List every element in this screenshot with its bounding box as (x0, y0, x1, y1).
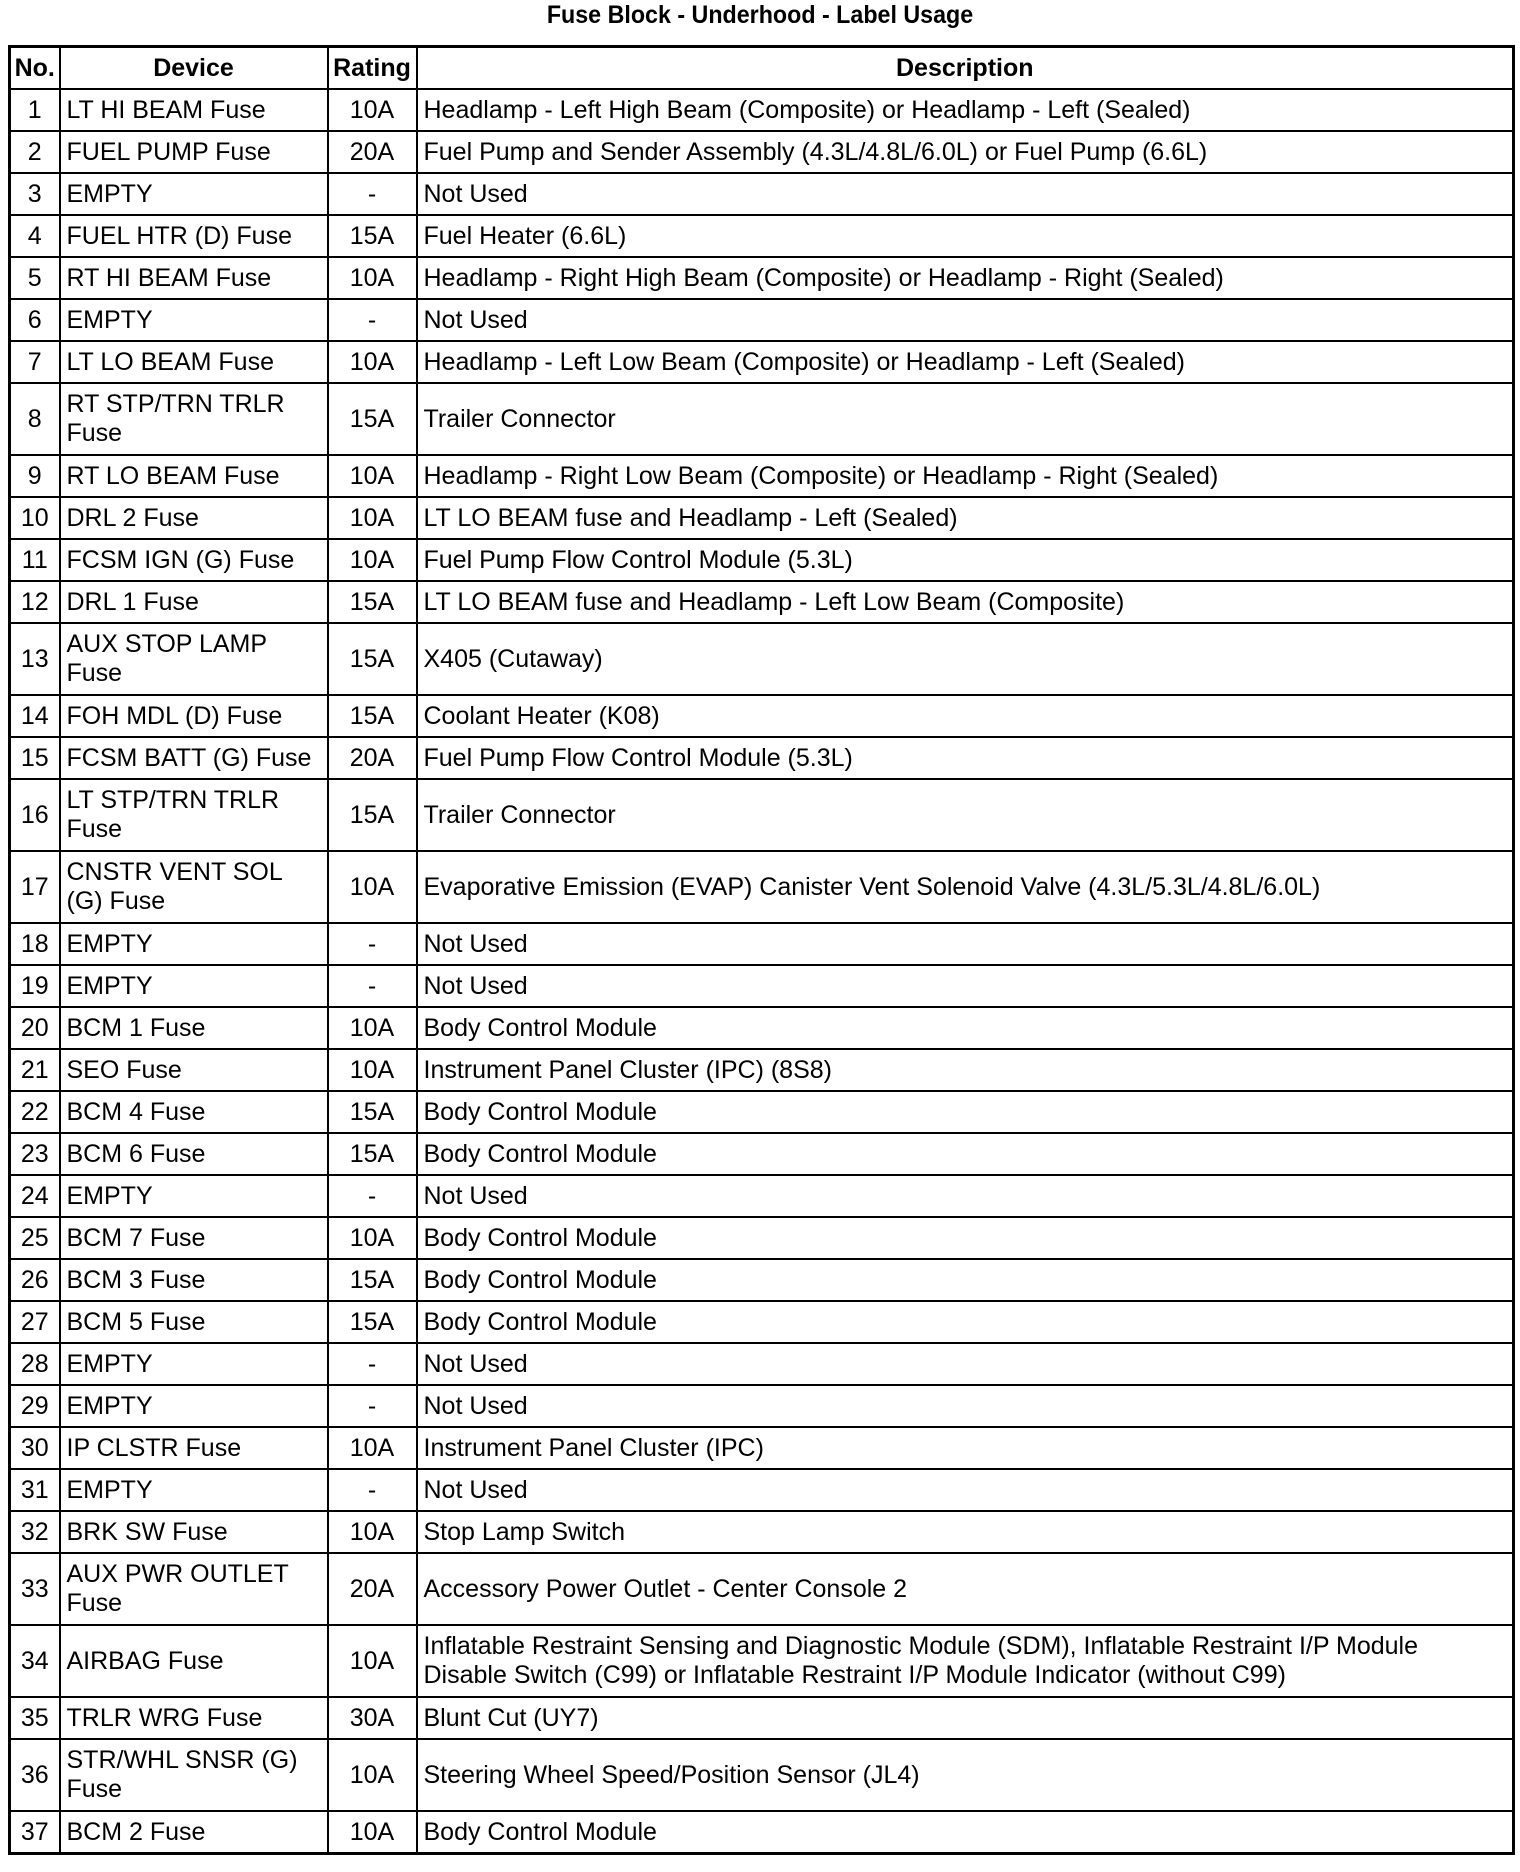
fuse-rating: 10A (328, 1811, 417, 1854)
fuse-table-body (10, 89, 1514, 1854)
fuse-description: Body Control Module (417, 1259, 1514, 1301)
fuse-rating: 10A (328, 497, 417, 539)
fuse-device: EMPTY (60, 923, 328, 965)
fuse-description: Not Used (417, 1385, 1514, 1427)
table-row (10, 299, 1514, 341)
fuse-rating: 15A (328, 581, 417, 623)
fuse-device: SEO Fuse (60, 1049, 328, 1091)
fuse-device: AUX PWR OUTLET Fuse (60, 1553, 328, 1625)
header-description: Description (417, 47, 1514, 90)
fuse-number: 37 (10, 1811, 60, 1854)
header-rating: Rating (328, 47, 417, 90)
fuse-description: LT LO BEAM fuse and Headlamp - Left (Sealed) (417, 497, 1514, 539)
fuse-rating: 30A (328, 1697, 417, 1739)
fuse-device: IP CLSTR Fuse (60, 1427, 328, 1469)
fuse-rating: 10A (328, 1625, 417, 1697)
fuse-number: 2 (10, 131, 60, 173)
table-row (10, 923, 1514, 965)
table-row (10, 1175, 1514, 1217)
table-row (10, 851, 1514, 923)
fuse-rating: 15A (328, 383, 417, 455)
fuse-rating: - (328, 923, 417, 965)
header-device: Device (60, 47, 328, 90)
fuse-rating: 15A (328, 1133, 417, 1175)
fuse-device: EMPTY (60, 1385, 328, 1427)
fuse-device: AUX STOP LAMP Fuse (60, 623, 328, 695)
fuse-number: 16 (10, 779, 60, 851)
fuse-number: 32 (10, 1511, 60, 1553)
fuse-description: Body Control Module (417, 1091, 1514, 1133)
fuse-rating: 10A (328, 1427, 417, 1469)
fuse-number: 24 (10, 1175, 60, 1217)
table-row (10, 341, 1514, 383)
fuse-device: DRL 2 Fuse (60, 497, 328, 539)
fuse-rating: 15A (328, 695, 417, 737)
fuse-description: Accessory Power Outlet - Center Console 2 (417, 1553, 1514, 1625)
table-row (10, 215, 1514, 257)
fuse-rating: 15A (328, 623, 417, 695)
fuse-number: 22 (10, 1091, 60, 1133)
fuse-number: 36 (10, 1739, 60, 1811)
fuse-device: EMPTY (60, 173, 328, 215)
fuse-device: BRK SW Fuse (60, 1511, 328, 1553)
fuse-rating: - (328, 1469, 417, 1511)
fuse-number: 4 (10, 215, 60, 257)
table-row (10, 1259, 1514, 1301)
table-row (10, 737, 1514, 779)
fuse-number: 12 (10, 581, 60, 623)
fuse-rating: 15A (328, 1259, 417, 1301)
fuse-description: Not Used (417, 1175, 1514, 1217)
fuse-device: BCM 7 Fuse (60, 1217, 328, 1259)
fuse-description: Not Used (417, 173, 1514, 215)
table-row (10, 497, 1514, 539)
fuse-rating: 10A (328, 1739, 417, 1811)
fuse-device: DRL 1 Fuse (60, 581, 328, 623)
table-row (10, 1007, 1514, 1049)
fuse-description: Inflatable Restraint Sensing and Diagnostic Module (SDM), Inflatable Restraint I/P Module Disable Switch (C99) or Inflatable Restraint I/P Module Indicator (without C99) (417, 1625, 1514, 1697)
fuse-device: EMPTY (60, 1469, 328, 1511)
fuse-description: Headlamp - Left Low Beam (Composite) or Headlamp - Left (Sealed) (417, 341, 1514, 383)
fuse-device: BCM 3 Fuse (60, 1259, 328, 1301)
fuse-number: 15 (10, 737, 60, 779)
fuse-number: 1 (10, 89, 60, 131)
fuse-device: AIRBAG Fuse (60, 1625, 328, 1697)
fuse-device: BCM 2 Fuse (60, 1811, 328, 1854)
fuse-device: STR/WHL SNSR (G) Fuse (60, 1739, 328, 1811)
table-row (10, 455, 1514, 497)
fuse-rating: - (328, 299, 417, 341)
fuse-number: 6 (10, 299, 60, 341)
table-row (10, 539, 1514, 581)
table-row (10, 965, 1514, 1007)
fuse-rating: - (328, 1175, 417, 1217)
fuse-device: FOH MDL (D) Fuse (60, 695, 328, 737)
table-row (10, 1553, 1514, 1625)
fuse-rating: 15A (328, 1091, 417, 1133)
fuse-number: 13 (10, 623, 60, 695)
fuse-description: Instrument Panel Cluster (IPC) (8S8) (417, 1049, 1514, 1091)
fuse-description: Stop Lamp Switch (417, 1511, 1514, 1553)
table-row (10, 1049, 1514, 1091)
fuse-description: Not Used (417, 1469, 1514, 1511)
table-row (10, 695, 1514, 737)
fuse-table (8, 45, 1515, 1855)
fuse-device: FCSM IGN (G) Fuse (60, 539, 328, 581)
fuse-rating: 10A (328, 89, 417, 131)
fuse-description: Body Control Module (417, 1007, 1514, 1049)
table-row (10, 1811, 1514, 1854)
fuse-device: TRLR WRG Fuse (60, 1697, 328, 1739)
fuse-description: Fuel Pump and Sender Assembly (4.3L/4.8L/6.0L) or Fuel Pump (6.6L) (417, 131, 1514, 173)
fuse-number: 8 (10, 383, 60, 455)
table-row (10, 257, 1514, 299)
fuse-number: 7 (10, 341, 60, 383)
table-row (10, 89, 1514, 131)
fuse-device: EMPTY (60, 1343, 328, 1385)
fuse-device: RT STP/TRN TRLR Fuse (60, 383, 328, 455)
table-row (10, 1343, 1514, 1385)
table-row (10, 1091, 1514, 1133)
table-row (10, 1133, 1514, 1175)
page-title: Fuse Block - Underhood - Label Usage (546, 1, 974, 29)
fuse-device: FUEL HTR (D) Fuse (60, 215, 328, 257)
fuse-number: 3 (10, 173, 60, 215)
fuse-description: Trailer Connector (417, 779, 1514, 851)
table-row (10, 779, 1514, 851)
fuse-device: FCSM BATT (G) Fuse (60, 737, 328, 779)
fuse-description: Not Used (417, 1343, 1514, 1385)
fuse-device: LT STP/TRN TRLR Fuse (60, 779, 328, 851)
table-row (10, 1697, 1514, 1739)
fuse-description: Fuel Pump Flow Control Module (5.3L) (417, 737, 1514, 779)
fuse-device: RT LO BEAM Fuse (60, 455, 328, 497)
fuse-number: 14 (10, 695, 60, 737)
fuse-description: Headlamp - Right Low Beam (Composite) or Headlamp - Right (Sealed) (417, 455, 1514, 497)
fuse-rating: 15A (328, 779, 417, 851)
fuse-description: Body Control Module (417, 1217, 1514, 1259)
header-row (10, 47, 1514, 90)
fuse-number: 29 (10, 1385, 60, 1427)
fuse-rating: 20A (328, 131, 417, 173)
fuse-description: Fuel Heater (6.6L) (417, 215, 1514, 257)
fuse-description: Evaporative Emission (EVAP) Canister Vent Solenoid Valve (4.3L/5.3L/4.8L/6.0L) (417, 851, 1514, 923)
fuse-number: 10 (10, 497, 60, 539)
fuse-device: LT LO BEAM Fuse (60, 341, 328, 383)
fuse-rating: 10A (328, 851, 417, 923)
fuse-rating: 15A (328, 1301, 417, 1343)
fuse-device: BCM 6 Fuse (60, 1133, 328, 1175)
fuse-rating: - (328, 173, 417, 215)
table-row (10, 581, 1514, 623)
fuse-number: 19 (10, 965, 60, 1007)
fuse-number: 23 (10, 1133, 60, 1175)
table-row (10, 1625, 1514, 1697)
fuse-number: 5 (10, 257, 60, 299)
fuse-rating: 20A (328, 737, 417, 779)
header-no: No. (10, 47, 60, 90)
fuse-rating: 15A (328, 215, 417, 257)
fuse-number: 26 (10, 1259, 60, 1301)
fuse-description: LT LO BEAM fuse and Headlamp - Left Low Beam (Composite) (417, 581, 1514, 623)
table-row (10, 623, 1514, 695)
fuse-description: Not Used (417, 923, 1514, 965)
fuse-description: Headlamp - Right High Beam (Composite) or Headlamp - Right (Sealed) (417, 257, 1514, 299)
fuse-description: Coolant Heater (K08) (417, 695, 1514, 737)
table-row (10, 1301, 1514, 1343)
fuse-description: Body Control Module (417, 1133, 1514, 1175)
fuse-number: 11 (10, 539, 60, 581)
table-row (10, 173, 1514, 215)
fuse-rating: 20A (328, 1553, 417, 1625)
fuse-description: X405 (Cutaway) (417, 623, 1514, 695)
fuse-description: Trailer Connector (417, 383, 1514, 455)
fuse-rating: 10A (328, 1217, 417, 1259)
fuse-description: Blunt Cut (UY7) (417, 1697, 1514, 1739)
table-row (10, 1217, 1514, 1259)
fuse-rating: - (328, 1343, 417, 1385)
fuse-number: 25 (10, 1217, 60, 1259)
fuse-number: 31 (10, 1469, 60, 1511)
fuse-device: EMPTY (60, 299, 328, 341)
fuse-number: 28 (10, 1343, 60, 1385)
fuse-number: 27 (10, 1301, 60, 1343)
fuse-description: Not Used (417, 965, 1514, 1007)
fuse-number: 21 (10, 1049, 60, 1091)
fuse-device: EMPTY (60, 1175, 328, 1217)
fuse-device: BCM 1 Fuse (60, 1007, 328, 1049)
fuse-device: BCM 4 Fuse (60, 1091, 328, 1133)
fuse-number: 35 (10, 1697, 60, 1739)
table-row (10, 1469, 1514, 1511)
fuse-number: 18 (10, 923, 60, 965)
fuse-number: 30 (10, 1427, 60, 1469)
fuse-device: EMPTY (60, 965, 328, 1007)
fuse-number: 9 (10, 455, 60, 497)
fuse-rating: 10A (328, 455, 417, 497)
fuse-rating: 10A (328, 1007, 417, 1049)
fuse-rating: - (328, 1385, 417, 1427)
fuse-description: Body Control Module (417, 1811, 1514, 1854)
fuse-description: Body Control Module (417, 1301, 1514, 1343)
fuse-rating: 10A (328, 1511, 417, 1553)
fuse-description: Fuel Pump Flow Control Module (5.3L) (417, 539, 1514, 581)
fuse-number: 34 (10, 1625, 60, 1697)
fuse-rating: - (328, 965, 417, 1007)
fuse-device: RT HI BEAM Fuse (60, 257, 328, 299)
fuse-device: FUEL PUMP Fuse (60, 131, 328, 173)
fuse-description: Instrument Panel Cluster (IPC) (417, 1427, 1514, 1469)
fuse-device: CNSTR VENT SOL (G) Fuse (60, 851, 328, 923)
fuse-description: Headlamp - Left High Beam (Composite) or Headlamp - Left (Sealed) (417, 89, 1514, 131)
table-row (10, 1511, 1514, 1553)
table-row (10, 1385, 1514, 1427)
table-row (10, 131, 1514, 173)
table-row (10, 1739, 1514, 1811)
fuse-device: LT HI BEAM Fuse (60, 89, 328, 131)
fuse-rating: 10A (328, 341, 417, 383)
fuse-rating: 10A (328, 257, 417, 299)
fuse-number: 17 (10, 851, 60, 923)
fuse-device: BCM 5 Fuse (60, 1301, 328, 1343)
fuse-number: 33 (10, 1553, 60, 1625)
table-row (10, 1427, 1514, 1469)
table-row (10, 383, 1514, 455)
fuse-rating: 10A (328, 1049, 417, 1091)
fuse-description: Not Used (417, 299, 1514, 341)
fuse-number: 20 (10, 1007, 60, 1049)
fuse-description: Steering Wheel Speed/Position Sensor (JL4) (417, 1739, 1514, 1811)
fuse-rating: 10A (328, 539, 417, 581)
